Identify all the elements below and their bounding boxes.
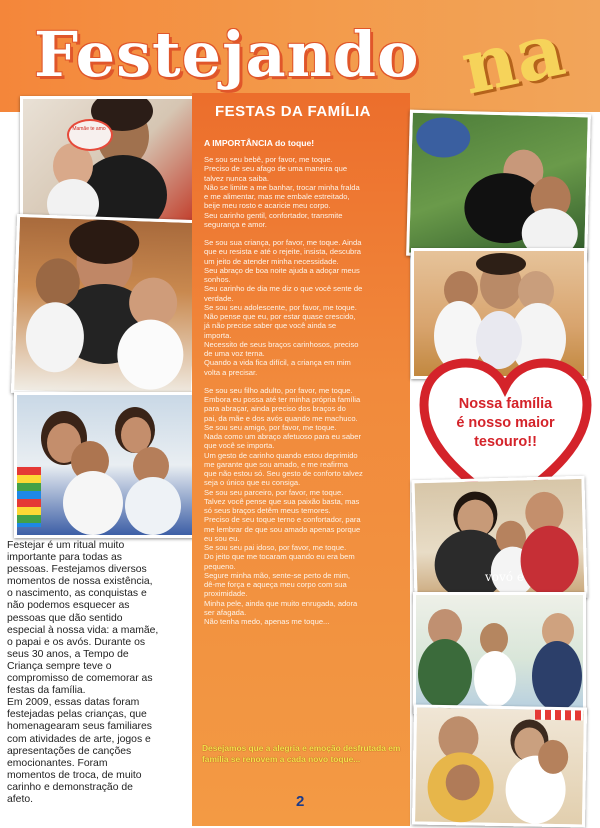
paragraph: Se sou seu filho adulto, por favor, me toque. Embora eu possa até ter minha própria família para abraçar, ainda preciso dos braços do pai, da mãe e dos avós quando me machuco. Se sou seu amigo, por favor, me toque. Nada como um abraço afetuoso para eu saber que você se importa. Um gesto de carinho quando estou deprimido me garante que sou amado, e me reafirma que não estou só. Seu gesto de conforto talvez seja o único que eu consiga. Se sou seu parceiro, por favor, me toque. Talvez você pense que sua paixão basta, mas só seus braços detêm meus temores. Preciso de seu toque terno e confortador, para me lembrar de que sou amado apenas porque eu sou eu. Se sou seu pai idoso, por favor, me toque. Do jeito que me tocaram quando eu era bem pequeno. Segure minha mão, sente-se perto de mim, dê-me força e aqueça meu corpo com sua proximidade. Minha pele, ainda que muito enrugada, adora ser afagada. Não tenha medo, apenas me toque... — [204, 385, 363, 626]
photo-mother-two-children — [14, 392, 195, 538]
photo-mother-two-boys — [11, 214, 200, 399]
page-title-tail: na — [454, 6, 572, 112]
article-closing: Desejamos que a alegria e emoção desfrutada em família se renovem a cada novo toque... — [202, 743, 401, 764]
center-article — [192, 93, 410, 826]
heart-text: Nossa família é nosso maior tesouro!! — [456, 396, 555, 450]
paragraph: Se sou seu bebê, por favor, me toque. Preciso de seu afago de uma maneira que talvez nunca saiba. Não se limite a me banhar, trocar minha fralda e me alimentar, mas me embale estreitado, beije meu rosto e acaricie meu corpo. Seu carinho gentil, confortador, transmite segurança e amor. — [204, 155, 360, 229]
photo-grandparents-3 — [412, 704, 587, 827]
photo-grandparents-2 — [413, 592, 586, 714]
hat-sign-text: Mamãe te amo — [72, 126, 106, 132]
page-title: Festejando — [34, 18, 420, 91]
photo-father-on-grass — [406, 110, 591, 261]
page-number: 2 — [296, 793, 305, 810]
paragraph: Se sou sua criança, por favor, me toque. Ainda que eu resista e até o rejeite, insista, descubra um jeito de atender minha necessidade. Seu abraço de boa noite ajuda a adoçar meus sonhos. Seu carinho de dia me diz o que você sente de verdade. Se sou seu adolescente, por favor, me toque. Não pense que eu, por estar quase crescido, já não precise saber que você ainda se importa. Necessito de seus braços carinhosos, preciso de uma voz terna. Quando a vida fica difícil, a criança em mim volta a precisar. — [204, 238, 363, 377]
intro-text: Festejar é um ritual muito importante para todas as pessoas. Festejamos diversos momentos de nossa existência, o nascimento, as conquistas e não podemos esquecer as pessoas que dão sentido especial à nossa vida: a mamãe, o papai e os avós. Durante os seus 30 anos, a Tempo de Criança sempre teve o compromisso de comemorar as festas da família. Em 2009, essas datas foram festejadas pelas crianças, que homenagearam seus familiares com atividades de arte, jogos e apresentações de canções emocionantes. Foram momentos de troca, de muito carinho e demonstração de afeto. — [7, 540, 159, 805]
photo-mother-daughter — [20, 96, 196, 224]
article-kicker: A IMPORTÂNCIA do toque! — [204, 138, 315, 148]
article-subtitle: FESTAS DA FAMÍLIA — [215, 103, 371, 120]
article-body — [204, 155, 402, 635]
caption-avo: vovó e — [485, 570, 524, 584]
